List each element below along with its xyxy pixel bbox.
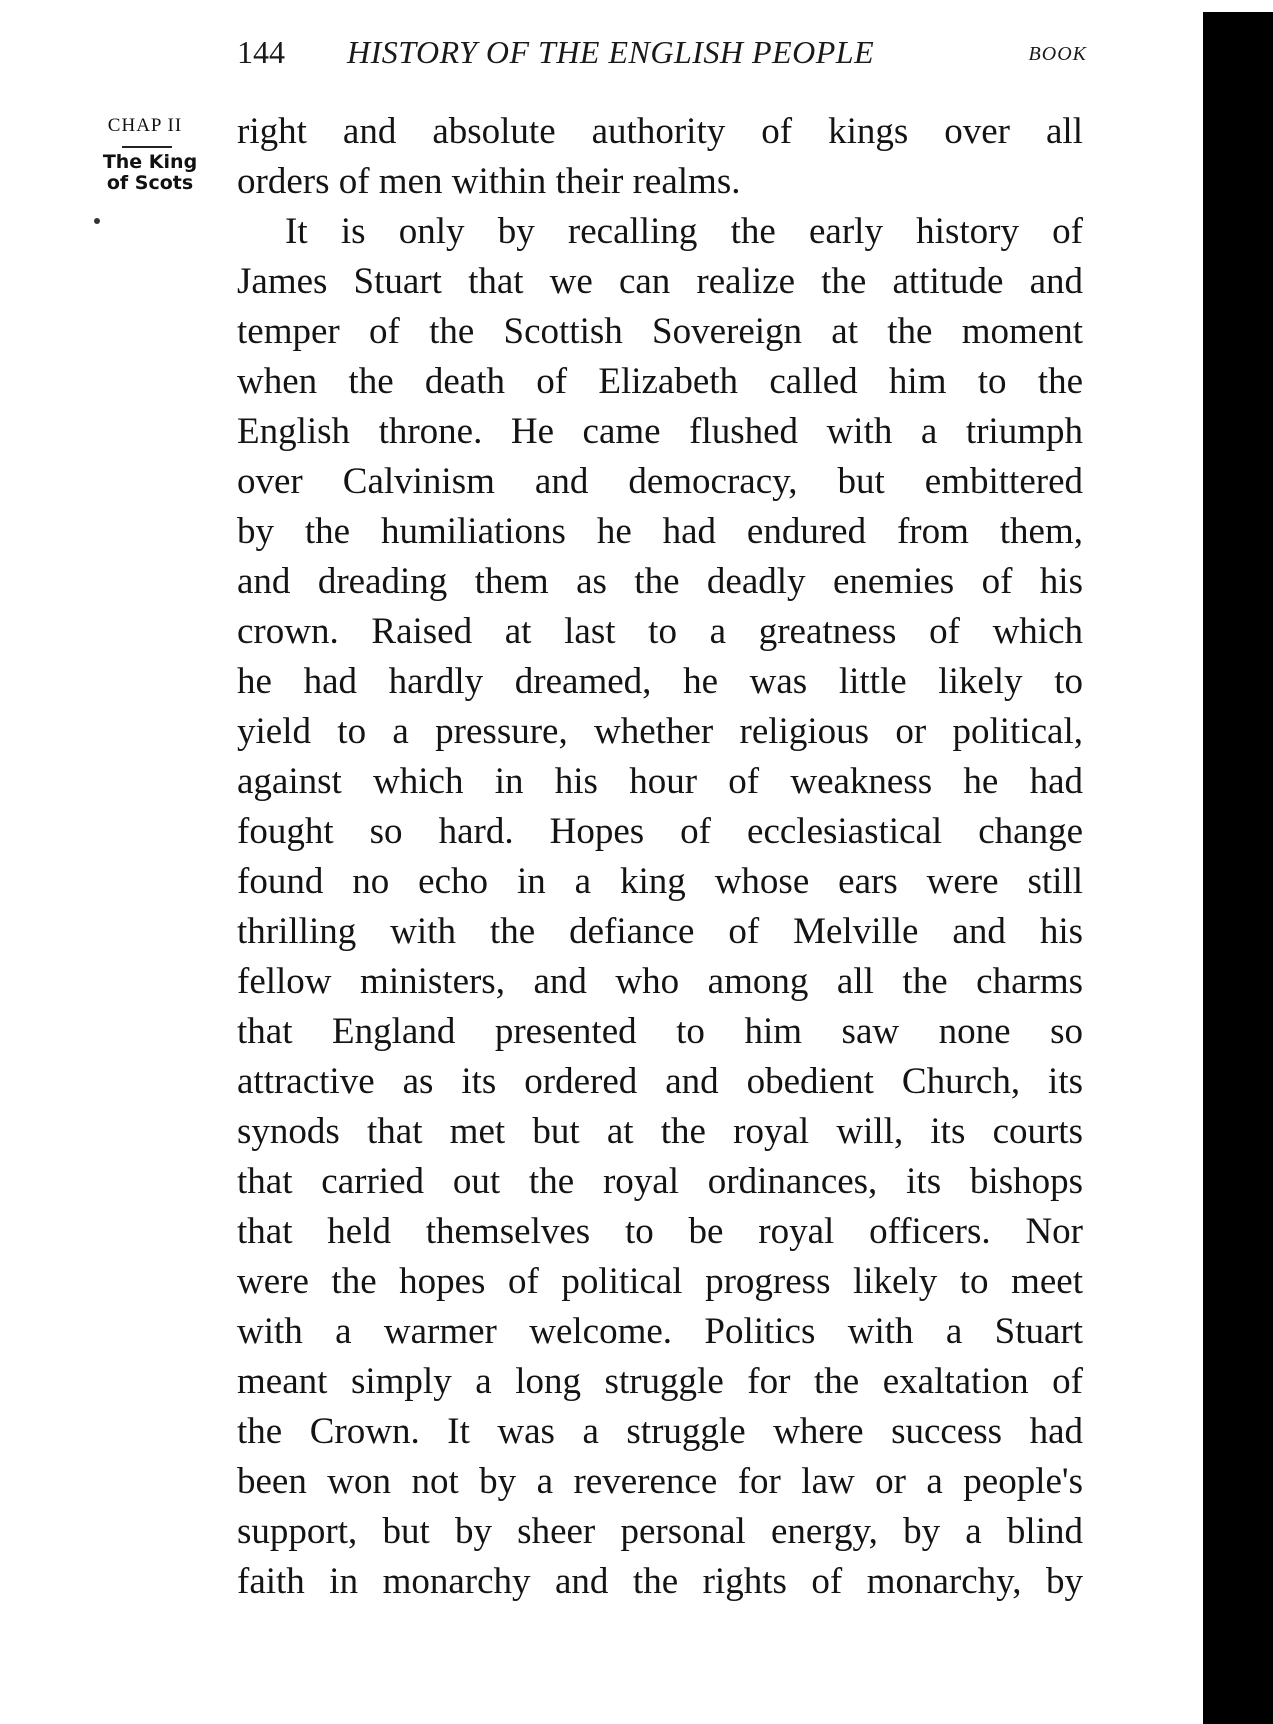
- text-line: found no echo in a king whose ears were still: [237, 861, 1083, 902]
- text-line: were the hopes of political progress likely to meet: [237, 1261, 1083, 1302]
- text-line: support, but by sheer personal energy, by a blind: [237, 1511, 1083, 1552]
- text-line: attractive as its ordered and obedient Church, its: [237, 1061, 1083, 1102]
- text-line: crown. Raised at last to a greatness of which: [237, 611, 1083, 652]
- text-line: James Stuart that we can realize the attitude and: [237, 261, 1083, 302]
- text-line: and dreading them as the deadly enemies of his: [237, 561, 1083, 602]
- margin-divider: [122, 146, 172, 148]
- text-line: faith in monarchy and the rights of monarchy, by: [237, 1561, 1083, 1602]
- text-line: fellow ministers, and who among all the charms: [237, 961, 1083, 1002]
- scan-edge-bar: [1203, 12, 1273, 1724]
- book-title: HISTORY OF THE ENGLISH PEOPLE: [347, 34, 875, 70]
- text-line: that held themselves to be royal officers. Nor: [237, 1211, 1083, 1252]
- text-line: right and absolute authority of kings over all: [237, 111, 1083, 152]
- text-line: been won not by a reverence for law or a people's: [237, 1461, 1083, 1502]
- body-text: [237, 107, 1083, 1607]
- sidenote-line-2: of Scots: [106, 172, 194, 194]
- text-line: with a warmer welcome. Politics with a Stuart: [237, 1311, 1083, 1352]
- text-line: that England presented to him saw none so: [237, 1011, 1083, 1052]
- sidenote-line-1: The King: [102, 151, 198, 173]
- text-line: when the death of Elizabeth called him to the: [237, 361, 1083, 402]
- text-line: thrilling with the defiance of Melville and his: [237, 911, 1083, 952]
- text-line: that carried out the royal ordinances, its bishops: [237, 1161, 1083, 1202]
- page-number: 144: [237, 34, 285, 70]
- margin-notes: [90, 112, 210, 194]
- text-line: fought so hard. Hopes of ecclesiastical change: [237, 811, 1083, 852]
- running-head: [237, 32, 1087, 72]
- chapter-label: CHAP II: [107, 115, 183, 136]
- text-line: English throne. He came flushed with a triumph: [237, 411, 1083, 452]
- text-line: synods that met but at the royal will, its courts: [237, 1111, 1083, 1152]
- text-line: meant simply a long struggle for the exaltation of: [237, 1361, 1083, 1402]
- text-line: It is only by recalling the early history of: [285, 211, 1083, 252]
- text-line: by the humiliations he had endured from them,: [237, 511, 1083, 552]
- text-line: yield to a pressure, whether religious or political,: [237, 711, 1083, 752]
- print-speck: [94, 218, 100, 224]
- text-line: orders of men within their realms.: [237, 161, 741, 202]
- book-label: BOOK: [1028, 43, 1087, 65]
- text-line: against which in his hour of weakness he had: [237, 761, 1083, 802]
- text-line: temper of the Scottish Sovereign at the moment: [237, 311, 1083, 352]
- text-line: the Crown. It was a struggle where success had: [237, 1411, 1083, 1452]
- text-line: he had hardly dreamed, he was little likely to: [237, 661, 1083, 702]
- text-line: over Calvinism and democracy, but embittered: [237, 461, 1083, 502]
